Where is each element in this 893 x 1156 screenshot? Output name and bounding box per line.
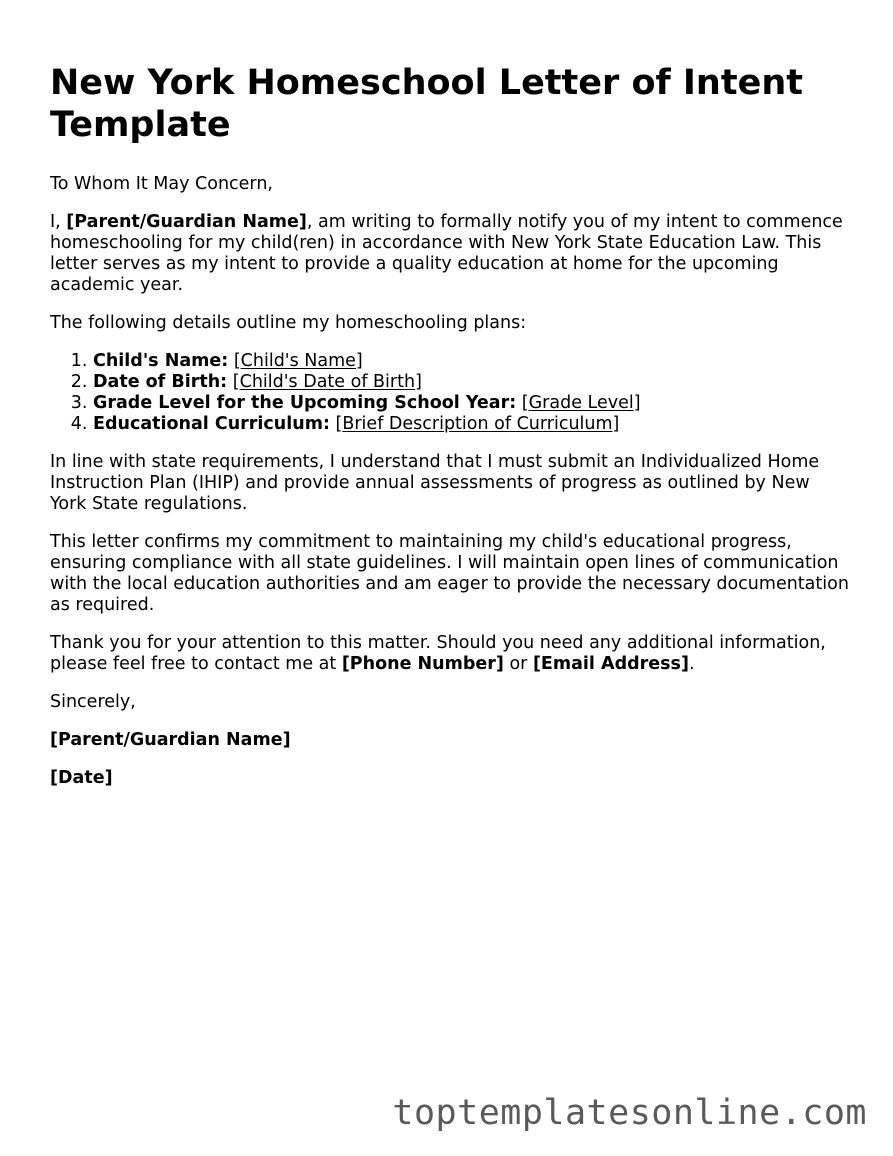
- parent-name-placeholder: [Parent/Guardian Name]: [66, 212, 307, 232]
- bracket-close: ]: [415, 372, 422, 392]
- watermark: toptemplatesonline.com: [392, 1093, 867, 1133]
- detail-placeholder: Brief Description of Curriculum: [342, 414, 613, 434]
- detail-label: Date of Birth:: [93, 372, 228, 392]
- document-title: New York Homeschool Letter of Intent Template: [50, 63, 803, 145]
- detail-placeholder: Grade Level: [528, 393, 634, 413]
- bracket-open: [: [335, 414, 343, 434]
- thanks-prefix: Thank you for your attention to this matter. Should you need any additional information, please feel free to contact me at: [50, 633, 826, 674]
- date-placeholder: [50, 768, 850, 789]
- salutation: To Whom It May Concern,: [50, 174, 273, 194]
- requirements-paragraph: In line with state requirements, I understand that I must submit an Individualized Home Instruction Plan (IHIP) and provide annual assessments of progress as outlined by New York State regulations.: [50, 452, 820, 514]
- intro-prefix: I,: [50, 212, 67, 232]
- thanks-suffix: .: [688, 654, 695, 674]
- phone-placeholder: [Phone Number]: [341, 654, 504, 674]
- detail-placeholder: Child's Name: [240, 351, 356, 371]
- list-item: [93, 351, 850, 372]
- bracket-open: [: [521, 393, 529, 413]
- intro-suffix: , am writing to formally notify you of my intent to commence homeschooling for my child(ren) in accordance with New York State Education Law. This letter serves as my intent to provide a quality education at home for the upcoming academic year.: [50, 212, 843, 295]
- thanks-middle: or: [503, 654, 533, 674]
- list-item: [93, 414, 850, 435]
- commitment-paragraph: This letter confirms my commitment to maintaining my child's educational progress, ensuring compliance with all state guidelines. I will maintain open lines of communication with the local education authorities and am eager to provide the necessary documentation as required.: [50, 532, 849, 615]
- bracket-open: [: [232, 372, 240, 392]
- letter-document: [50, 62, 850, 806]
- signature-text: [Parent/Guardian Name]: [50, 730, 291, 750]
- detail-label: Grade Level for the Upcoming School Year:: [93, 393, 517, 413]
- bracket-close: ]: [633, 393, 641, 413]
- signature-placeholder: [50, 730, 850, 751]
- bracket-open: [: [233, 351, 241, 371]
- date-text: [Date]: [50, 768, 113, 788]
- bracket-close: ]: [355, 351, 363, 371]
- email-placeholder: [Email Address]: [532, 654, 689, 674]
- list-item: [93, 372, 850, 393]
- list-item: [93, 393, 850, 414]
- detail-placeholder: Child's Date of Birth: [239, 372, 416, 392]
- details-list: [50, 351, 850, 435]
- detail-label: Educational Curriculum:: [93, 414, 330, 434]
- intro-paragraph: [50, 212, 850, 296]
- details-lead: The following details outline my homeschooling plans:: [50, 313, 527, 333]
- detail-label: Child's Name:: [93, 351, 229, 371]
- thanks-paragraph: [50, 633, 850, 675]
- bracket-close: ]: [612, 414, 620, 434]
- closing: Sincerely,: [50, 692, 136, 712]
